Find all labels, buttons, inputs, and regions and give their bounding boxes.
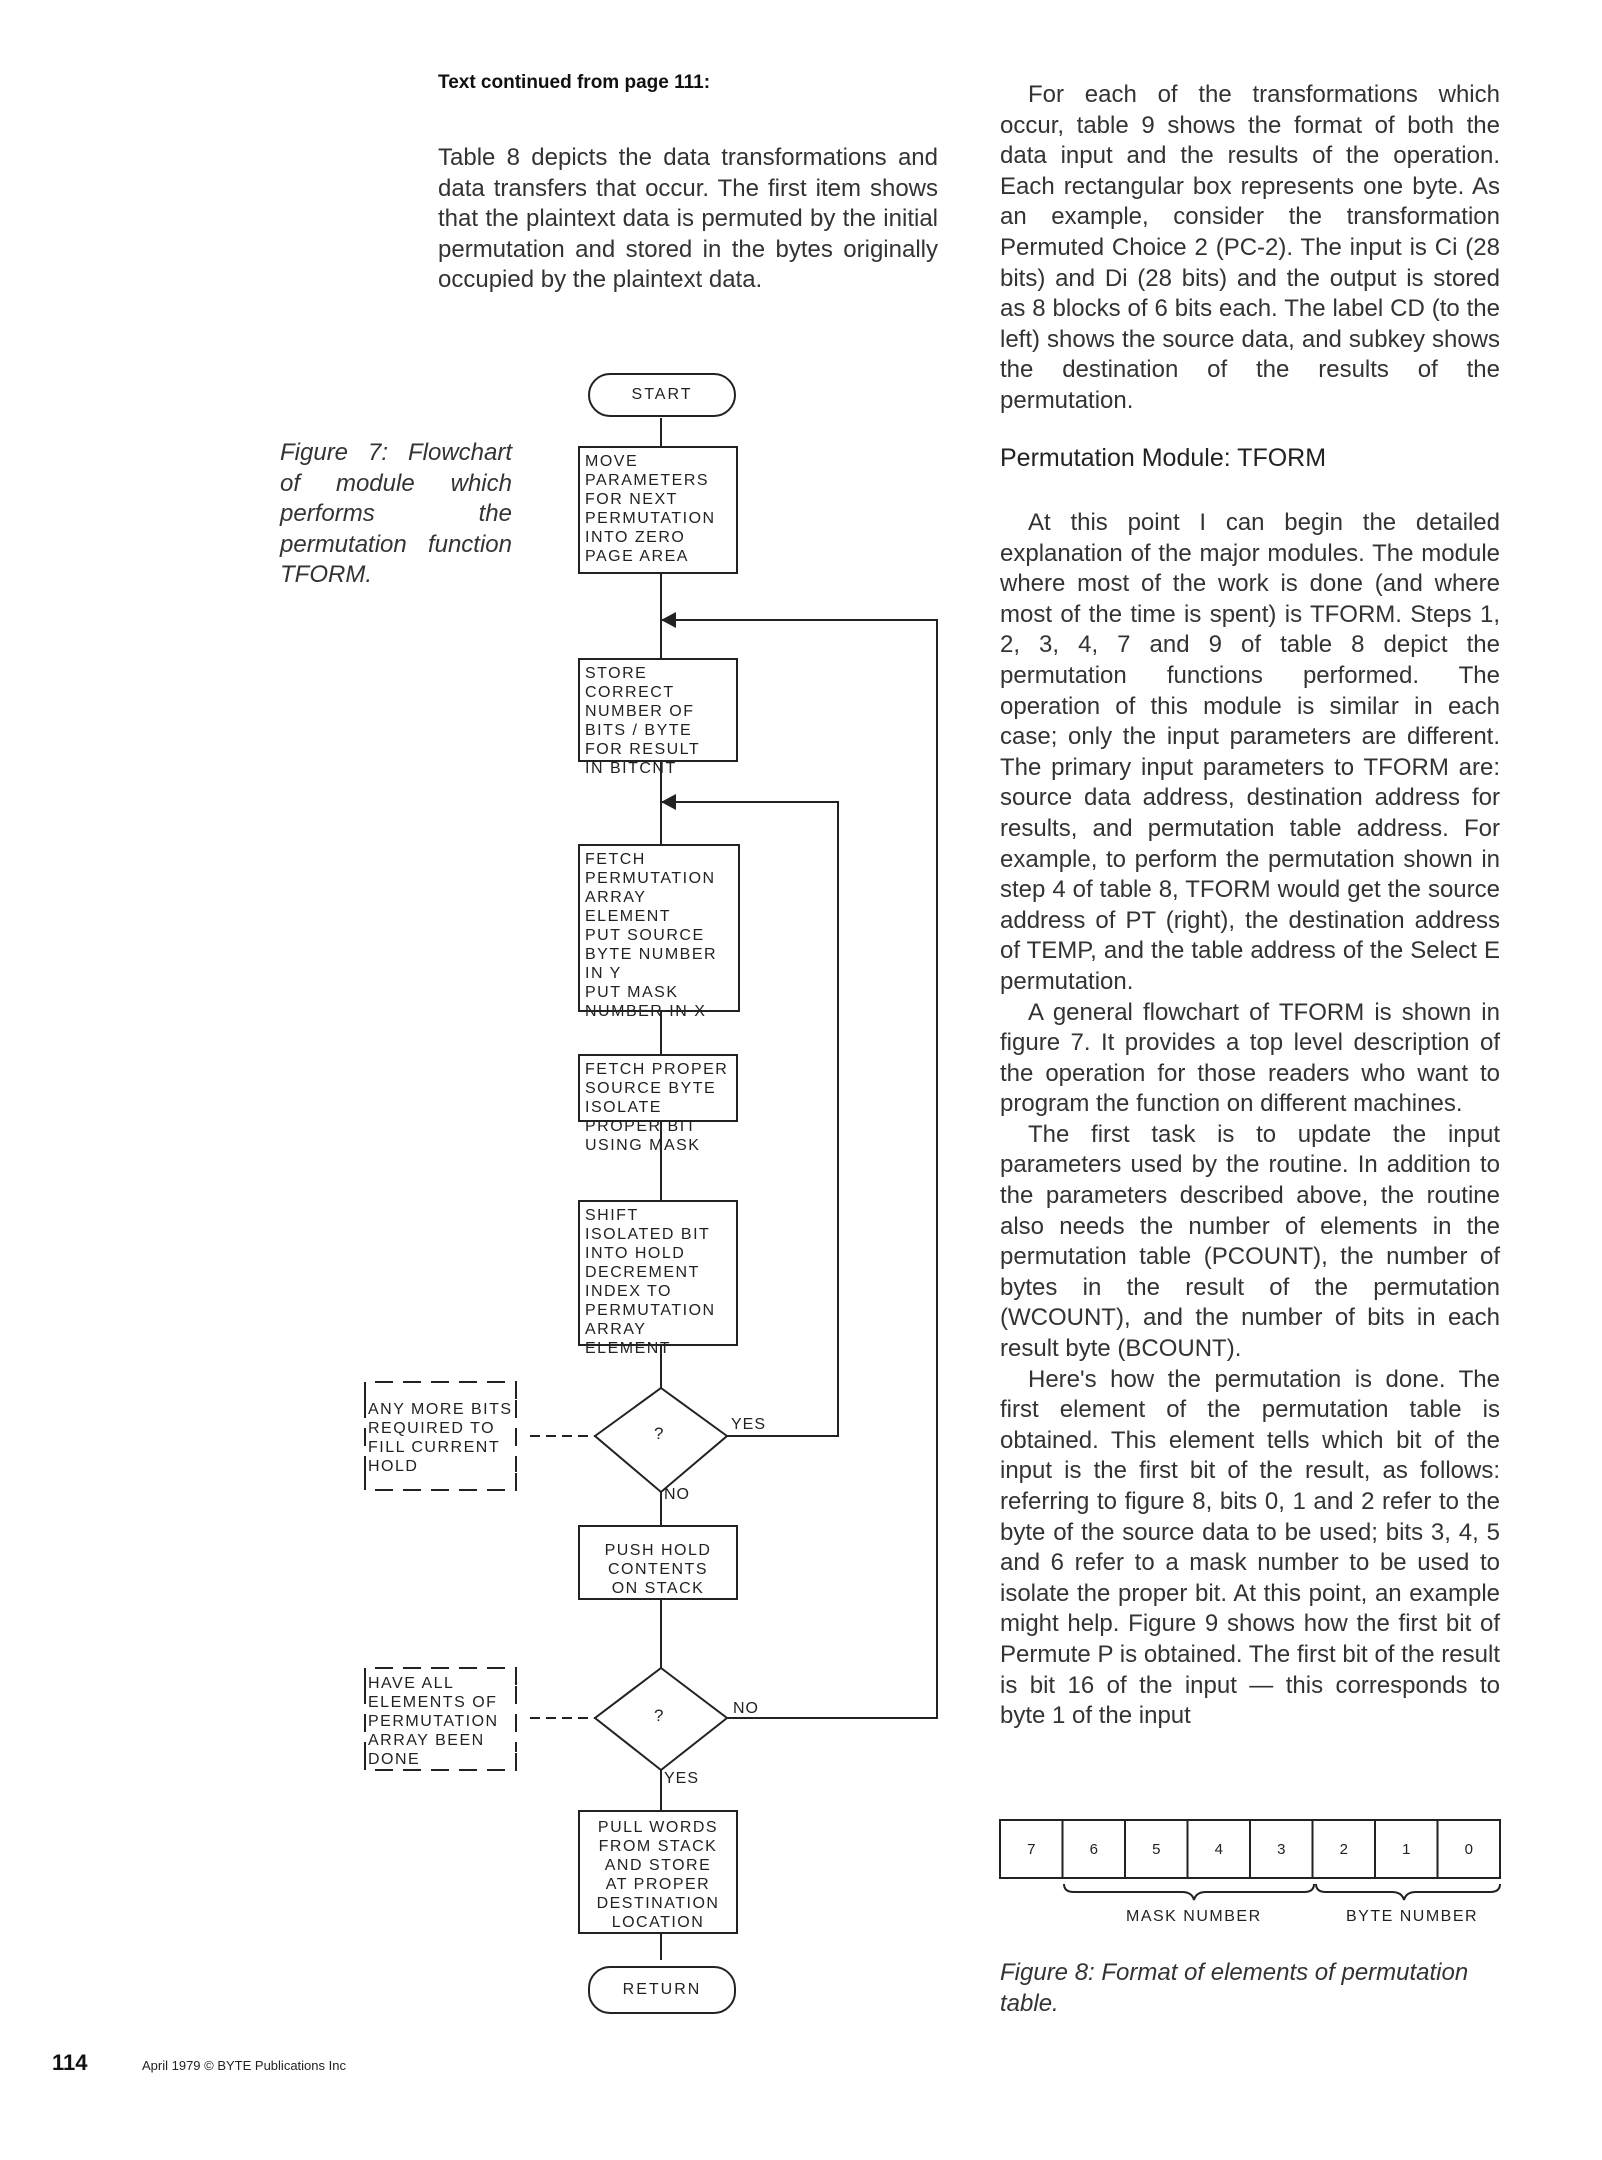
paragraph-table9: For each of the transformations which occur, table 9 shows the format of both the data input and the results of the operation. Each rectangular box represents one byte. As an example, consider the transformation Permuted Choice 2 (PC-2). The input is Ci (28 bits) and Di (28 bits) and the output is stored as 8 blocks of 6 bits each. The label CD (to the left) shows the source data, and subkey shows the destination of the results of the permutation. [1000,81,1500,414]
paragraph-flowchart: A general flowchart of TFORM is shown in figure 7. It provides a top level description of the operation for those readers who want to program the function on different machines. [1000,998,1500,1118]
decision2-yes-label: YES [664,1770,700,1787]
decision1-no-label: NO [664,1486,690,1503]
figure8-caption: Figure 8: Format of elements of permutation table. [1000,1959,1469,2017]
bit-cell: 0 [1464,1840,1473,1858]
store-bitcount-box: STORE CORRECT NUMBER OF BITS / BYTE FOR RESULT IN BITCNT [578,658,738,762]
fetch-permutation-element-box: FETCH PERMUTATION ARRAY ELEMENT PUT SOURCE BYTE NUMBER IN Y PUT MASK NUMBER IN X [578,844,740,1012]
decision2-no-label: NO [733,1700,759,1717]
decision2-note: HAVE ALL ELEMENTS OF PERMUTATION ARRAY BEEN DONE [368,1675,499,1768]
decision1-yes-label: YES [731,1416,767,1433]
section-heading: Permutation Module: TFORM [1000,444,1327,472]
bit-cell: 5 [1152,1840,1161,1858]
paragraph-detail: At this point I can begin the detailed explanation of the major modules. The module where most of the work is done (and where most of the time is spent) is TFORM. Steps 1, 2, 3, 4, 7 and 9 of table 8 depict the permutation functions performed. The operation of this module is similar in each case; only the input parameters are different. The primary input parameters to TFORM are: source data address, destination address for results, and permutation table address. For example, to perform the permutation shown in step 4 of table 8, TFORM would get the source address of PT (right), the destination address of TEMP, and the table address of the Select E permutation. [1000,509,1500,995]
decision2-symbol: ? [654,1706,664,1725]
decision1-note: ANY MORE BITS REQUIRED TO FILL CURRENT HOLD [368,1401,513,1475]
footer-credit: April 1979 © BYTE Publications Inc [142,2058,346,2073]
decision1-symbol: ? [654,1424,664,1443]
bit-cell: 6 [1089,1840,1098,1858]
intro-paragraph: Table 8 depicts the data transformations and data transfers that occur. The first item shows that the plaintext data is permuted by the initial permutation and stored in the bytes originally occupied by the plaintext data. [438,144,938,294]
figure7-caption: Figure 7: Flowchart of module which performs the permutation function TFORM. [280,439,512,589]
bit-cell: 3 [1277,1840,1286,1858]
pull-words-box: PULL WORDS FROM STACK AND STORE AT PROPER DESTINATION LOCATION [578,1810,738,1934]
page-number: 114 [52,2050,88,2075]
mask-number-label: MASK NUMBER [1126,1908,1262,1925]
paragraph-first-task: The first task is to update the input parameters used by the routine. In addition to the parameters described above, the routine also needs the number of elements in the permutation table (PCOUNT), the number of bytes in the result of the permutation (WCOUNT), and the number of bits in each result byte (BCOUNT). [1000,1120,1500,1363]
paragraph-how-permutation: Here's how the permutation is done. The first element of the permutation table is obtained. This element tells which bit of the input is the first bit of the result, as follows: referring to figure 8, bits 0, 1 and 2 refer to the byte of the source data to be used; bits 3, 4, 5 and 6 refer to a mask number to be used to isolate the proper bit. At this point, an example might help. Figure 9 shows how the first bit of Permute P is obtained. The first bit of the result is bit 16 of the input — this corresponds to byte 1 of the input [1000,1365,1500,1730]
bit-cell: 4 [1214,1840,1223,1858]
bit-cell: 7 [1027,1840,1036,1858]
fetch-source-byte-box: FETCH PROPER SOURCE BYTE ISOLATE PROPER BIT USING MASK [578,1054,738,1122]
start-label: START [631,386,693,403]
return-label: RETURN [622,1981,702,1998]
bit-cell: 2 [1339,1840,1348,1858]
continued-note: Text continued from page 111: [438,72,711,93]
shift-isolated-bit-box: SHIFT ISOLATED BIT INTO HOLD DECREMENT INDEX TO PERMUTATION ARRAY ELEMENT [578,1200,738,1346]
bit-cell: 1 [1402,1840,1411,1858]
push-hold-box: PUSH HOLD CONTENTS ON STACK [578,1525,738,1600]
move-parameters-box: MOVE PARAMETERS FOR NEXT PERMUTATION INTO ZERO PAGE AREA [578,446,738,574]
byte-number-label: BYTE NUMBER [1346,1908,1479,1925]
